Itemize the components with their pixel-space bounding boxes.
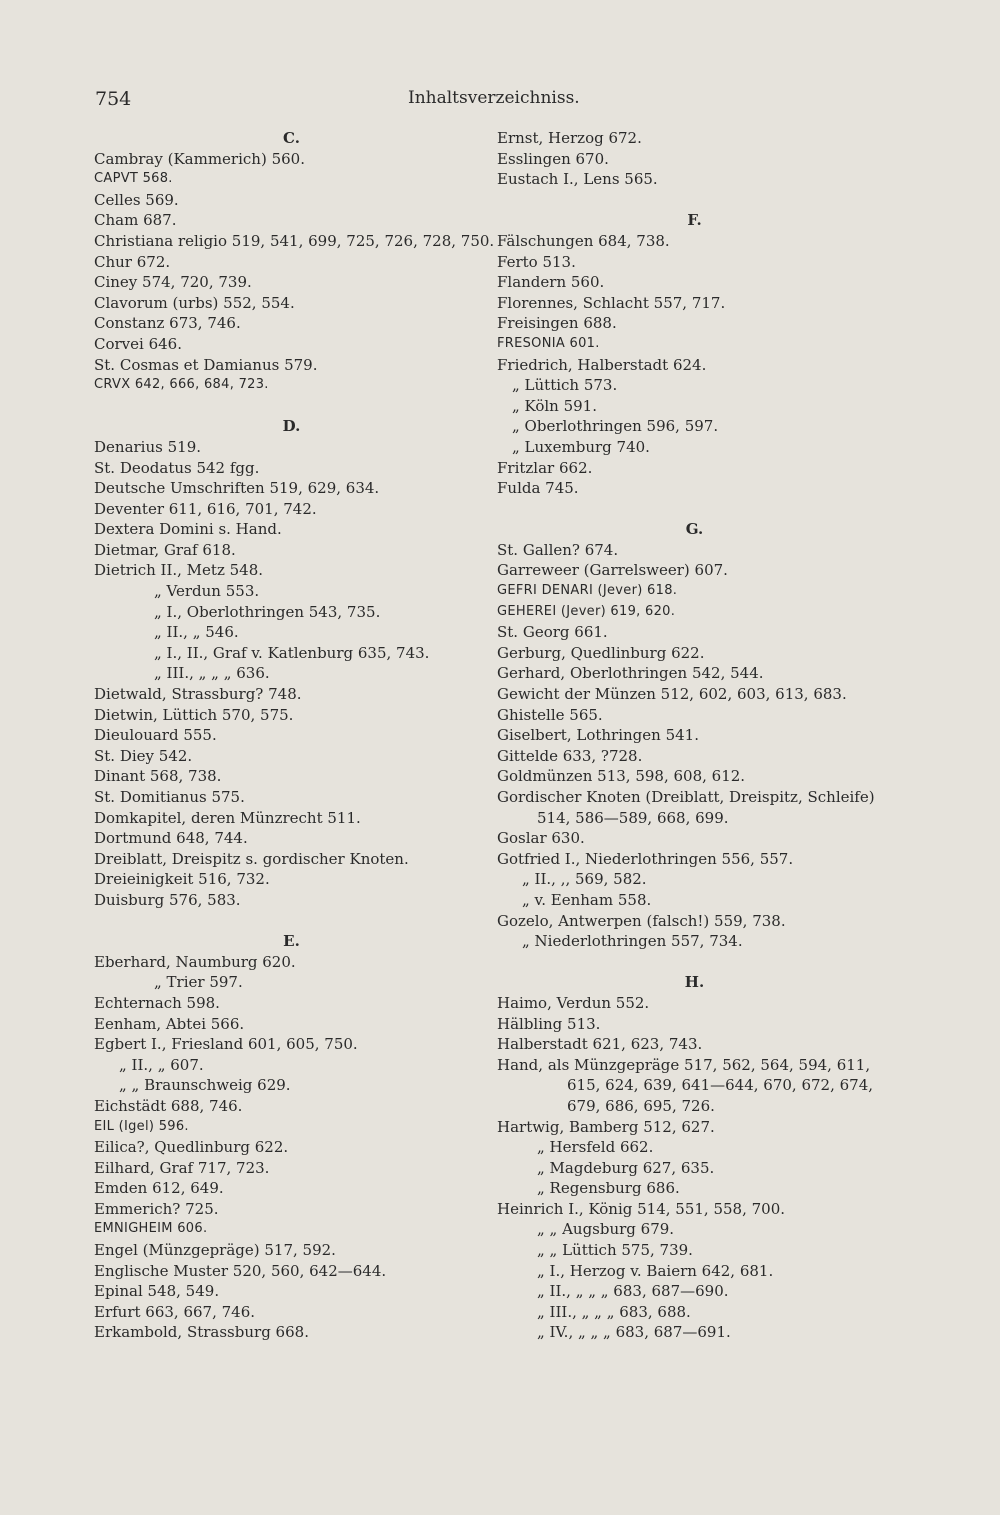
- index-entry: Eilhard, Graf 717, 723.: [94, 1158, 270, 1177]
- index-entry: Gordischer Knoten (Dreiblatt, Dreispitz, Schleife): [497, 788, 875, 806]
- index-entry: Florennes, Schlacht 557, 717.: [497, 293, 726, 312]
- index-entry: Goldmünzen 513, 598, 608, 612.: [497, 767, 746, 786]
- index-entry: Celles 569.: [94, 190, 179, 209]
- index-entry: Fulda 745.: [497, 479, 579, 498]
- index-entry: St. Georg 661.: [497, 623, 608, 642]
- index-entry: „ Magdeburg 627, 635.: [537, 1158, 715, 1177]
- index-entry: Ciney 574, 720, 739.: [94, 273, 252, 292]
- index-entry: Erfurt 663, 667, 746.: [94, 1302, 256, 1321]
- index-entry: „ Verdun 553.: [154, 582, 260, 601]
- index-entry: Domkapitel, deren Münzrecht 511.: [94, 808, 361, 827]
- index-column-left: [94, 128, 495, 1343]
- index-entry: „ „ Lüttich 575, 739.: [537, 1241, 693, 1260]
- index-entry: Eilica?, Quedlinburg 622.: [94, 1138, 289, 1157]
- index-entry: Dextera Domini s. Hand.: [94, 520, 282, 539]
- index-entry: „ II., „ 546.: [154, 623, 239, 642]
- index-entry: Cambray (Kammerich) 560.: [94, 149, 305, 168]
- index-entry: GEFRI DENARI (Jever) 618.: [497, 583, 678, 599]
- index-entry: „ „ Braunschweig 629.: [119, 1076, 291, 1095]
- index-entry: „ II., „ „ „ 683, 687—690.: [537, 1282, 729, 1301]
- index-entry: Haimo, Verdun 552.: [497, 993, 650, 1012]
- index-entry: Friedrich, Halberstadt 624.: [497, 355, 707, 374]
- index-entry: CAPVT 568.: [94, 171, 173, 187]
- index-entry: „ III., „ „ „ 636.: [154, 664, 270, 683]
- index-entry: Egbert I., Friesland 601, 605, 750.: [94, 1035, 358, 1054]
- index-entry: Constanz 673, 746.: [94, 314, 241, 333]
- index-entry: Denarius 519.: [94, 437, 201, 456]
- index-entry: Ernst, Herzog 672.: [497, 129, 642, 147]
- index-entry: EMNIGHEIM 606.: [94, 1221, 208, 1237]
- index-entry: Flandern 560.: [497, 273, 605, 292]
- index-entry: Emden 612, 649.: [94, 1179, 224, 1198]
- index-entry: Halberstadt 621, 623, 743.: [497, 1035, 703, 1054]
- index-entry: Erkambold, Strassburg 668.: [94, 1323, 309, 1342]
- index-entry: Duisburg 576, 583.: [94, 890, 241, 909]
- index-entry: Ferto 513.: [497, 252, 576, 271]
- index-entry: St. Diey 542.: [94, 746, 193, 765]
- index-entry: St. Domitianus 575.: [94, 788, 245, 806]
- index-entry: Clavorum (urbs) 552, 554.: [94, 293, 295, 312]
- index-entry: Garreweer (Garrelsweer) 607.: [497, 561, 728, 580]
- index-entry: Dinant 568, 738.: [94, 767, 222, 786]
- index-entry: Epinal 548, 549.: [94, 1282, 220, 1301]
- index-entry: Eustach I., Lens 565.: [497, 170, 658, 189]
- index-entry: Hälbling 513.: [497, 1014, 601, 1033]
- index-entry: „ Luxemburg 740.: [512, 437, 650, 456]
- index-entry: Gittelde 633, ?728.: [497, 746, 643, 765]
- index-entry: Dietwin, Lüttich 570, 575.: [94, 705, 294, 724]
- index-entry: GEHEREI (Jever) 619, 620.: [497, 603, 676, 619]
- index-entry: Gozelo, Antwerpen (falsch!) 559, 738.: [497, 911, 786, 930]
- index-entry: Dietwald, Strassburg? 748.: [94, 685, 302, 704]
- index-entry: Fälschungen 684, 738.: [497, 231, 670, 250]
- index-entry: Gerburg, Quedlinburg 622.: [497, 643, 705, 662]
- index-entry: Christiana religio 519, 541, 699, 725, 726, 728, 750.: [94, 231, 495, 250]
- index-entry: Deutsche Umschriften 519, 629, 634.: [94, 479, 380, 498]
- index-entry: Giselbert, Lothringen 541.: [497, 726, 699, 745]
- index-entry: Goslar 630.: [497, 829, 585, 848]
- index-entry: Dietmar, Graf 618.: [94, 540, 236, 559]
- index-entry: Eichstädt 688, 746.: [94, 1096, 243, 1115]
- section-letter-heading: G.: [685, 520, 704, 539]
- page-number: 754: [95, 88, 132, 110]
- index-entry: 514, 586—589, 668, 699.: [537, 808, 729, 827]
- index-entry: „ II., „ 607.: [119, 1055, 204, 1074]
- index-entry: „ I., II., Graf v. Katlenburg 635, 743.: [154, 643, 430, 662]
- index-entry: „ „ Augsburg 679.: [537, 1220, 675, 1239]
- index-entry: „ III., „ „ „ 683, 688.: [537, 1302, 691, 1321]
- section-letter-heading: H.: [684, 973, 705, 992]
- index-entry: 615, 624, 639, 641—644, 670, 672, 674,: [567, 1076, 874, 1095]
- index-entry: Gerhard, Oberlothringen 542, 544.: [497, 664, 764, 683]
- index-entry: Dreiblatt, Dreispitz s. gordischer Knoten.: [94, 849, 409, 868]
- index-entry: Engel (Münzgepräge) 517, 592.: [94, 1241, 336, 1260]
- running-head: Inhaltsverzeichniss.: [408, 88, 580, 108]
- index-entry: Gotfried I., Niederlothringen 556, 557.: [497, 849, 794, 868]
- index-entry: „ Regensburg 686.: [537, 1179, 680, 1198]
- index-entry: „ Trier 597.: [154, 973, 243, 992]
- index-entry: Eberhard, Naumburg 620.: [94, 952, 296, 971]
- index-entry: Dieulouard 555.: [94, 726, 217, 745]
- section-letter-heading: D.: [282, 417, 301, 436]
- index-entry: St. Cosmas et Damianus 579.: [94, 355, 318, 374]
- index-entry: „ Lüttich 573.: [512, 376, 618, 395]
- index-entry: Hartwig, Bamberg 512, 627.: [497, 1117, 715, 1136]
- section-letter-heading: C.: [283, 129, 300, 147]
- index-entry: EIL (Igel) 596.: [94, 1118, 189, 1134]
- index-entry: Esslingen 670.: [497, 149, 609, 168]
- index-entry: „ I., Oberlothringen 543, 735.: [154, 602, 381, 621]
- index-entry: Corvei 646.: [94, 334, 182, 353]
- section-letter-heading: E.: [283, 932, 300, 951]
- section-letter-heading: F.: [687, 211, 702, 230]
- index-entry: Dietrich II., Metz 548.: [94, 561, 264, 580]
- index-entry: Echternach 598.: [94, 993, 220, 1012]
- index-entry: „ Niederlothringen 557, 734.: [522, 932, 743, 951]
- index-entry: CRVX 642, 666, 684, 723.: [94, 377, 269, 393]
- index-entry: Freisingen 688.: [497, 314, 617, 333]
- index-entry: Gewicht der Münzen 512, 602, 603, 613, 683.: [497, 685, 847, 704]
- index-entry: „ Köln 591.: [512, 396, 597, 415]
- index-column-right: [497, 128, 892, 1343]
- index-entry: 679, 686, 695, 726.: [567, 1096, 715, 1115]
- index-entry: „ Oberlothringen 596, 597.: [512, 417, 719, 436]
- index-entry: Cham 687.: [94, 211, 177, 230]
- index-entry: Ghistelle 565.: [497, 705, 603, 724]
- index-entry: Hand, als Münzgepräge 517, 562, 564, 594, 611,: [497, 1055, 871, 1074]
- index-entry: Eenham, Abtei 566.: [94, 1014, 245, 1033]
- index-entry: „ Hersfeld 662.: [537, 1138, 654, 1157]
- index-entry: „ I., Herzog v. Baiern 642, 681.: [537, 1261, 774, 1280]
- index-entry: Dortmund 648, 744.: [94, 829, 248, 848]
- index-entry: „ IV., „ „ „ 683, 687—691.: [537, 1323, 731, 1342]
- index-entry: „ II., ,, 569, 582.: [522, 870, 647, 889]
- index-entry: Fritzlar 662.: [497, 458, 593, 477]
- index-entry: „ v. Eenham 558.: [522, 890, 652, 909]
- index-entry: St. Gallen? 674.: [497, 540, 619, 559]
- index-entry: Chur 672.: [94, 252, 171, 271]
- index-entry: Deventer 611, 616, 701, 742.: [94, 499, 317, 518]
- index-entry: FRESONIA 601.: [497, 335, 600, 351]
- index-entry: Emmerich? 725.: [94, 1199, 219, 1218]
- index-entry: Dreieinigkeit 516, 732.: [94, 870, 270, 889]
- index-entry: St. Deodatus 542 fgg.: [94, 458, 260, 477]
- index-entry: Englische Muster 520, 560, 642—644.: [94, 1261, 387, 1280]
- index-entry: Heinrich I., König 514, 551, 558, 700.: [497, 1199, 786, 1218]
